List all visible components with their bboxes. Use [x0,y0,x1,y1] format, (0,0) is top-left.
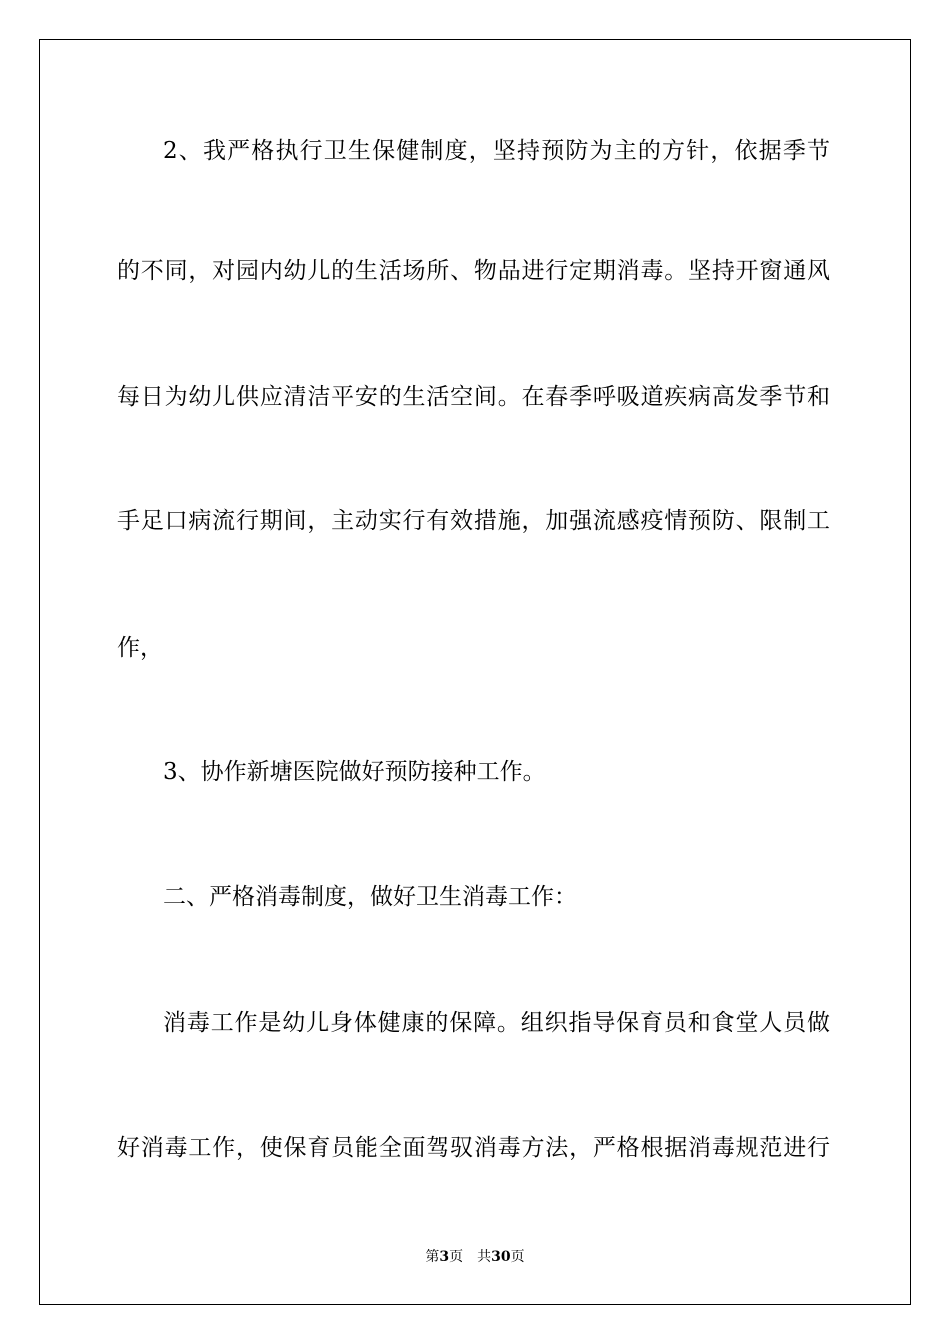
paragraph-line: 每日为幼儿供应清洁平安的生活空间。在春季呼吸道疾病高发季节和 [117,384,830,410]
paragraph-line: 手足口病流行期间，主动实行有效措施，加强流感疫情预防、限制工 [117,508,830,534]
footer-page-prefix: 第 [425,1249,440,1265]
footer-total-suffix: 页 [510,1249,525,1265]
page-footer [0,1248,950,1266]
section-heading: 二、严格消毒制度，做好卫生消毒工作： [163,884,577,910]
paragraph-line: 好消毒工作，使保育员能全面驾驭消毒方法，严格根据消毒规范进行 [117,1135,830,1161]
footer-total-pages: 30 [491,1249,511,1265]
paragraph-line: 消毒工作是幼儿身体健康的保障。组织指导保育员和食堂人员做 [163,1010,830,1036]
page-border [39,39,911,1305]
paragraph-line: 的不同，对园内幼儿的生活场所、物品进行定期消毒。坚持开窗通风 [117,258,830,284]
footer-total-prefix: 共 [477,1249,492,1265]
footer-page-number: 3 [439,1249,450,1265]
footer-page-suffix: 页 [449,1249,464,1265]
paragraph-line: 2、我严格执行卫生保健制度，坚持预防为主的方针，依据季节 [163,138,830,164]
paragraph-line: 作， [117,635,163,661]
paragraph-line: 3、协作新塘医院做好预防接种工作。 [163,759,546,785]
